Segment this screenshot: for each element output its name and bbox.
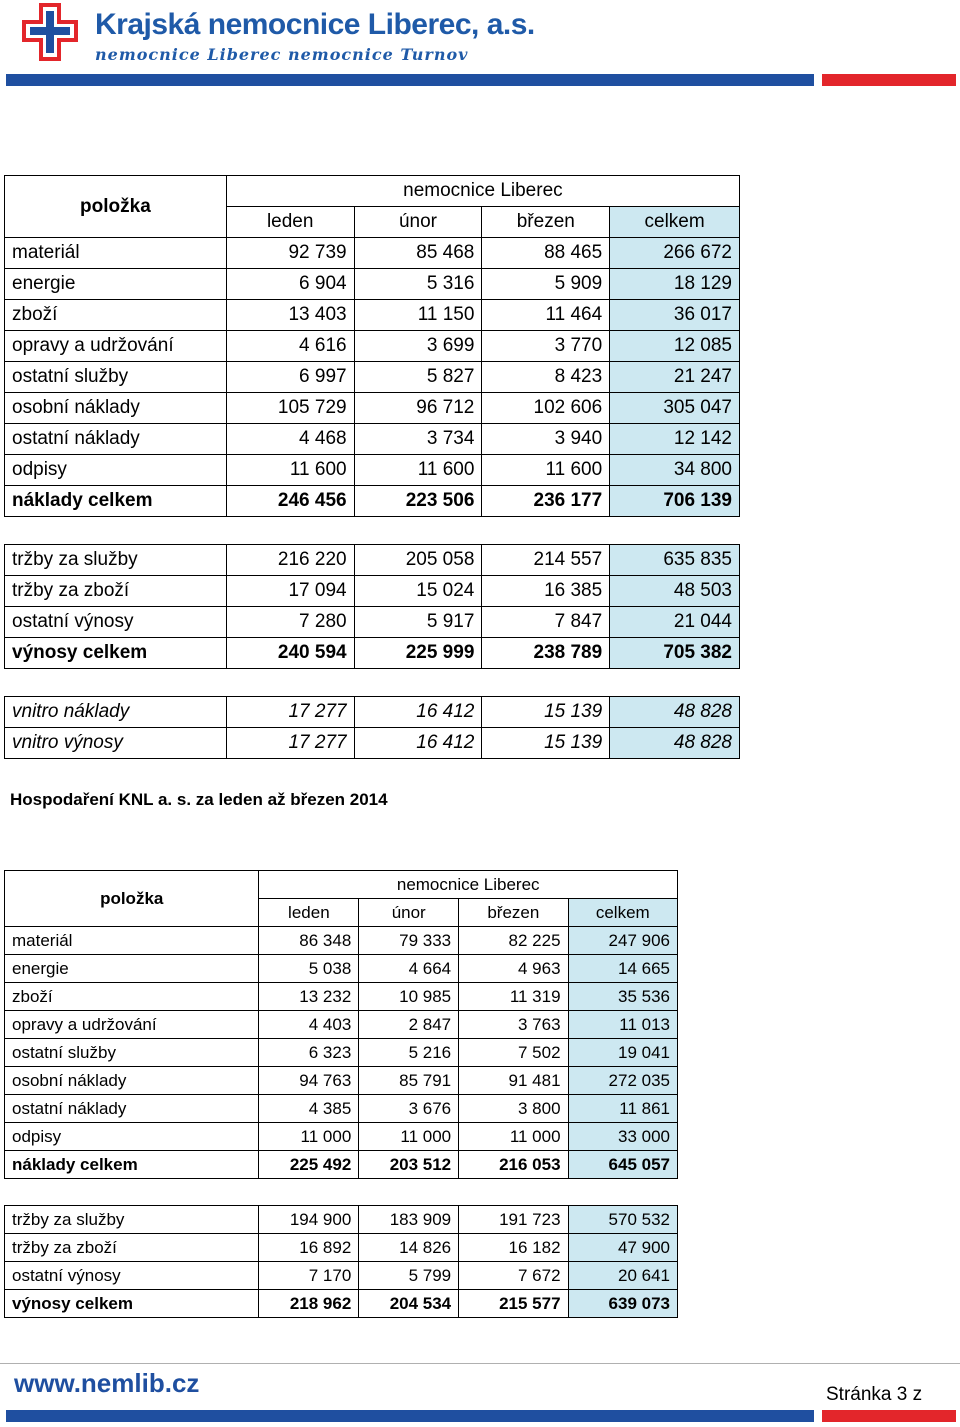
value-cell: 225 492 [259,1151,359,1179]
value-cell: 17 277 [226,728,354,759]
value-cell: 5 316 [354,269,482,300]
table-row [5,455,740,486]
row-label: energie [5,269,227,300]
value-cell: 16 182 [459,1234,568,1262]
value-cell: 6 323 [259,1039,359,1067]
total-cell: 18 129 [610,269,740,300]
value-cell: 11 000 [459,1123,568,1151]
column-header-month: leden [226,207,354,238]
row-label: tržby za služby [5,1206,259,1234]
row-label: ostatní náklady [5,1095,259,1123]
table-row [5,424,740,455]
table-row [5,638,740,669]
table-spacer-row [5,1179,678,1206]
value-cell: 16 412 [354,697,482,728]
value-cell: 3 699 [354,331,482,362]
value-cell: 15 139 [482,728,610,759]
value-cell: 91 481 [459,1067,568,1095]
column-header-month: únor [354,207,482,238]
value-cell: 86 348 [259,927,359,955]
column-header-item: položka [5,871,259,927]
footer-bar-blue [6,1410,814,1422]
footer-divider [0,1363,960,1364]
total-cell: 11 861 [568,1095,677,1123]
page-number: Stránka 3 z [826,1384,923,1405]
value-cell: 4 963 [459,955,568,983]
total-cell: 645 057 [568,1151,677,1179]
table-row [5,728,740,759]
table-row [5,1234,678,1262]
value-cell: 85 791 [359,1067,459,1095]
row-label: osobní náklady [5,1067,259,1095]
total-cell: 19 041 [568,1039,677,1067]
value-cell: 85 468 [354,238,482,269]
total-cell: 12 142 [610,424,740,455]
total-cell: 247 906 [568,927,677,955]
table-row [5,545,740,576]
total-cell: 11 013 [568,1011,677,1039]
value-cell: 194 900 [259,1206,359,1234]
table-row [5,1067,678,1095]
value-cell: 94 763 [259,1067,359,1095]
value-cell: 4 468 [226,424,354,455]
value-cell: 5 827 [354,362,482,393]
row-label: vnitro výnosy [5,728,227,759]
spacer-cell [5,669,740,697]
value-cell: 183 909 [359,1206,459,1234]
total-cell: 33 000 [568,1123,677,1151]
row-label: opravy a udržování [5,1011,259,1039]
total-cell: 14 665 [568,955,677,983]
total-cell: 272 035 [568,1067,677,1095]
row-label: zboží [5,300,227,331]
row-label: ostatní výnosy [5,607,227,638]
header-bar-blue [6,74,814,86]
hospital-cross-logo-icon [22,2,78,62]
footer-bar-red [822,1410,956,1422]
value-cell: 10 985 [359,983,459,1011]
total-cell: 21 044 [610,607,740,638]
value-cell: 218 962 [259,1290,359,1318]
column-header-month: leden [259,899,359,927]
value-cell: 102 606 [482,393,610,424]
table-row [5,697,740,728]
value-cell: 8 423 [482,362,610,393]
value-cell: 11 600 [226,455,354,486]
value-cell: 3 763 [459,1011,568,1039]
table-row [5,1151,678,1179]
value-cell: 7 847 [482,607,610,638]
row-label: náklady celkem [5,486,227,517]
total-cell: 34 800 [610,455,740,486]
value-cell: 15 139 [482,697,610,728]
total-cell: 20 641 [568,1262,677,1290]
row-label: odpisy [5,1123,259,1151]
row-label: tržby za zboží [5,576,227,607]
column-header-month: únor [359,899,459,927]
row-label: opravy a udržování [5,331,227,362]
value-cell: 5 917 [354,607,482,638]
column-header-total: celkem [568,899,677,927]
table-row [5,1011,678,1039]
total-cell: 570 532 [568,1206,677,1234]
row-label: zboží [5,983,259,1011]
value-cell: 11 000 [359,1123,459,1151]
table-row [5,362,740,393]
table-row [5,486,740,517]
row-label: ostatní služby [5,1039,259,1067]
value-cell: 4 616 [226,331,354,362]
header-bar-red [822,74,956,86]
table-row [5,955,678,983]
total-cell: 48 828 [610,728,740,759]
column-header-month: březen [482,207,610,238]
value-cell: 88 465 [482,238,610,269]
value-cell: 105 729 [226,393,354,424]
column-group-header: nemocnice Liberec [259,871,678,899]
row-label: vnitro náklady [5,697,227,728]
value-cell: 11 150 [354,300,482,331]
total-cell: 35 536 [568,983,677,1011]
value-cell: 17 094 [226,576,354,607]
value-cell: 2 847 [359,1011,459,1039]
value-cell: 11 464 [482,300,610,331]
value-cell: 4 403 [259,1011,359,1039]
spacer-cell [5,1179,678,1206]
total-cell: 705 382 [610,638,740,669]
row-label: energie [5,955,259,983]
value-cell: 11 319 [459,983,568,1011]
value-cell: 7 672 [459,1262,568,1290]
value-cell: 3 940 [482,424,610,455]
value-cell: 238 789 [482,638,610,669]
value-cell: 5 909 [482,269,610,300]
table-row [5,1123,678,1151]
value-cell: 225 999 [354,638,482,669]
value-cell: 240 594 [226,638,354,669]
table-row [5,1039,678,1067]
value-cell: 216 053 [459,1151,568,1179]
value-cell: 6 904 [226,269,354,300]
value-cell: 5 799 [359,1262,459,1290]
row-label: náklady celkem [5,1151,259,1179]
value-cell: 236 177 [482,486,610,517]
value-cell: 223 506 [354,486,482,517]
row-label: odpisy [5,455,227,486]
row-label: ostatní výnosy [5,1262,259,1290]
row-label: materiál [5,927,259,955]
table-row [5,238,740,269]
value-cell: 5 216 [359,1039,459,1067]
page-header [0,0,960,90]
value-cell: 14 826 [359,1234,459,1262]
value-cell: 11 000 [259,1123,359,1151]
table-row [5,331,740,362]
value-cell: 3 676 [359,1095,459,1123]
table-row [5,607,740,638]
row-label: materiál [5,238,227,269]
row-label: ostatní služby [5,362,227,393]
value-cell: 16 892 [259,1234,359,1262]
value-cell: 79 333 [359,927,459,955]
table-row [5,927,678,955]
table-row [5,1262,678,1290]
value-cell: 5 038 [259,955,359,983]
total-cell: 639 073 [568,1290,677,1318]
finance-table-1 [4,175,740,759]
value-cell: 204 534 [359,1290,459,1318]
value-cell: 203 512 [359,1151,459,1179]
value-cell: 191 723 [459,1206,568,1234]
value-cell: 15 024 [354,576,482,607]
table-header-row [5,871,678,899]
table-header-row [5,176,740,207]
value-cell: 6 997 [226,362,354,393]
column-group-header: nemocnice Liberec [226,176,739,207]
value-cell: 3 770 [482,331,610,362]
total-cell: 305 047 [610,393,740,424]
value-cell: 13 403 [226,300,354,331]
total-cell: 48 503 [610,576,740,607]
row-label: ostatní náklady [5,424,227,455]
value-cell: 13 232 [259,983,359,1011]
total-cell: 266 672 [610,238,740,269]
column-header-item: položka [5,176,227,238]
value-cell: 96 712 [354,393,482,424]
row-label: osobní náklady [5,393,227,424]
total-cell: 47 900 [568,1234,677,1262]
total-cell: 48 828 [610,697,740,728]
table-row [5,576,740,607]
total-cell: 635 835 [610,545,740,576]
column-header-total: celkem [610,207,740,238]
table-row [5,1206,678,1234]
column-header-month: březen [459,899,568,927]
value-cell: 16 385 [482,576,610,607]
spacer-cell [5,517,740,545]
value-cell: 7 280 [226,607,354,638]
value-cell: 17 277 [226,697,354,728]
total-cell: 706 139 [610,486,740,517]
row-label: tržby za služby [5,545,227,576]
value-cell: 215 577 [459,1290,568,1318]
total-cell: 36 017 [610,300,740,331]
total-cell: 12 085 [610,331,740,362]
table-row [5,269,740,300]
section-title: Hospodaření KNL a. s. za leden až březen 2014 [10,790,388,809]
row-label: výnosy celkem [5,1290,259,1318]
table-spacer-row [5,517,740,545]
value-cell: 216 220 [226,545,354,576]
table-row [5,393,740,424]
value-cell: 4 664 [359,955,459,983]
value-cell: 92 739 [226,238,354,269]
table-row [5,300,740,331]
hospital-name: Krajská nemocnice Liberec, a.s. [95,8,535,41]
value-cell: 3 800 [459,1095,568,1123]
value-cell: 4 385 [259,1095,359,1123]
hospital-subtitle: nemocnice Liberec nemocnice Turnov [95,45,469,64]
value-cell: 7 502 [459,1039,568,1067]
value-cell: 3 734 [354,424,482,455]
value-cell: 16 412 [354,728,482,759]
table-row [5,983,678,1011]
table-row [5,1290,678,1318]
value-cell: 11 600 [354,455,482,486]
row-label: výnosy celkem [5,638,227,669]
value-cell: 82 225 [459,927,568,955]
table-spacer-row [5,669,740,697]
total-cell: 21 247 [610,362,740,393]
finance-table-2 [4,870,678,1318]
footer-website-link[interactable]: www.nemlib.cz [14,1368,200,1398]
table-row [5,1095,678,1123]
value-cell: 7 170 [259,1262,359,1290]
row-label: tržby za zboží [5,1234,259,1262]
value-cell: 11 600 [482,455,610,486]
value-cell: 246 456 [226,486,354,517]
value-cell: 214 557 [482,545,610,576]
value-cell: 205 058 [354,545,482,576]
